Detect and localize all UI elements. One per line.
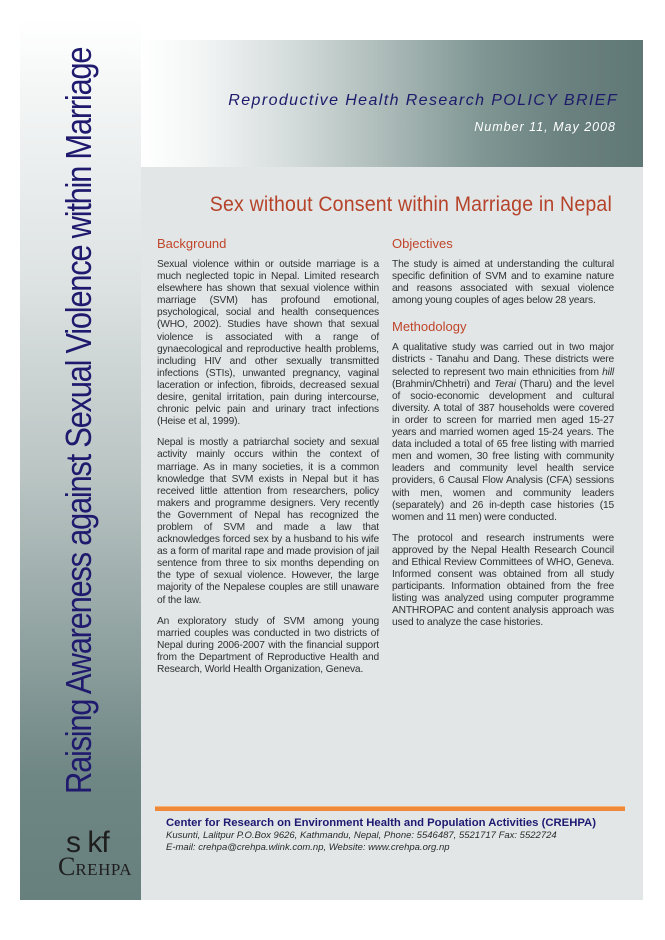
logo-initial: C [58,852,76,881]
vertical-title: Raising Awareness against Sexual Violence within Marriage [58,47,99,795]
crehpa-logo [50,828,150,898]
logo-rest: REHPA [75,860,133,879]
right-column [392,236,614,639]
background-heading: Background [157,236,227,251]
objectives-heading: Objectives [392,236,453,251]
sidebar [20,20,141,900]
left-column [157,236,379,685]
text-run: A qualitative study was carried out in two major districts - Tanahu and Dang. These districts were selected to represent two main ethnicities from [392,342,614,378]
document-title: Sex without Consent within Marriage in Nepal [209,193,613,216]
footer-divider [155,806,625,811]
header-banner [141,40,643,167]
methodology-paragraph [392,342,614,523]
series-title: Reproductive Health Research POLICY BRIEF [228,92,618,109]
logo-mark: s kf [66,826,109,859]
logo-wordmark [58,852,132,885]
organization-contact: E-mail: crehpa@crehpa.wlink.com.np, Website: www.crehpa.org.np [166,842,450,853]
issue-number: Number 11, May 2008 [474,120,616,134]
text-run: (Brahmin/Chhetri) and [392,378,495,390]
organization-name: Center for Research on Environment Health and Population Activities (CREHPA) [166,817,596,829]
italic-term: Terai [494,378,516,390]
background-paragraph: An exploratory study of SVM among young married couples was conducted in two districts of Nepal during 2006-2007 with the financial support from the Department of Reproductive Health and Research, World Health Organization, Geneva. [157,615,379,675]
organization-address: Kusunti, Lalitpur P.O.Box 9626, Kathmandu, Nepal, Phone: 5546487, 5521717 Fax: 5522724 [166,830,557,841]
italic-term: hill [602,366,614,378]
objectives-paragraph: The study is aimed at understanding the cultural specific definition of SVM and to examine nature and reasons associated with sexual violence among young couples of ages below 28 years. [392,259,614,307]
footer [166,817,636,854]
background-paragraph: Nepal is mostly a patriarchal society and sexual activity mainly occurs within the context of marriage. As in many societies, it is a common knowledge that SVM exists in Nepal but it has received little attention from researchers, policy makers and programme designers. Very recently the Government of Nepal has recognized the problem of SVM and made a law that acknowledges forced sex by a husband to his wife as a form of marital rape and made provision of jail sentence from three to six months depending on the type of sexual violence. However, the large majority of the Nepalese couples are still unaware of the law. [157,437,379,606]
background-paragraph: Sexual violence within or outside marriage is a much neglected topic in Nepal. Limited research elsewhere has shown that sexual violence within marriage (SVM) has profound emotional, psychological, social and health consequences (WHO, 2002). Studies have shown that sexual violence is associated with a range of gynaecological and reproductive health problems, including HIV and other sexually transmitted infections (STIs), unwanted pregnancy, vaginal laceration or infection, fibroids, decreased sexual desire, genital irritation, pain during intercourse, chronic pelvic pain and urinary tract infections (Heise et al, 1999). [157,259,379,428]
methodology-paragraph: The protocol and research instruments were approved by the Nepal Health Research Council and Ethical Review Committees of WHO, Geneva. Informed consent was obtained from all study participants. Information obtained from the free listing was analyzed using computer programme ANTHROPAC and content analysis approach was used to analyze the case histories. [392,532,614,629]
text-run: (Tharu) and the level of socio-economic development and cultural diversity. A total of 387 households were covered in order to screen for married men aged 15-27 years and married women aged 15-24 years. The data included a total of 65 free listing with married men and women, 30 free listing with community leaders and community level health service providers, 6 Causal Flow Analysis (CFA) sessions with men, women and community leaders (separately) and 26 in-depth case histories (15 women and 11 men) were conducted. [392,378,615,523]
methodology-heading: Methodology [392,319,467,335]
